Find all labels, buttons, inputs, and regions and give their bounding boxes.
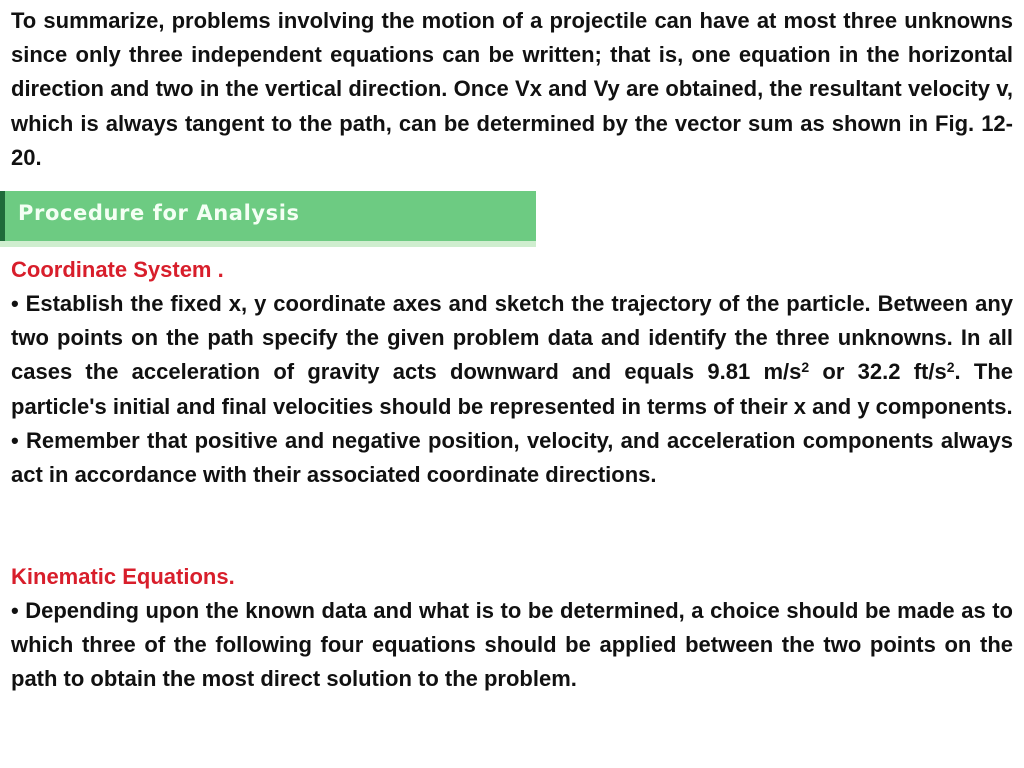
coordinate-bullet-1-text-b: or 32.2 ft/s <box>809 359 947 385</box>
banner-accent-bar <box>0 191 5 241</box>
coordinate-bullet-1 <box>11 287 1013 424</box>
kinematic-bullet-1: • Depending upon the known data and what is to be determined, a choice should be made as to which three of the following four equations should be applied between the two points on the path to obtain the most direct solution to the problem. <box>11 598 1013 692</box>
banner-title: Procedure for Analysis <box>18 201 300 225</box>
kinematic-equations-heading: Kinematic Equations. <box>11 564 235 589</box>
coordinate-bullet-2: • Remember that positive and negative position, velocity, and acceleration components always act in accordance with their associated coordinate directions. <box>11 427 1013 488</box>
coordinate-system-heading: Coordinate System . <box>11 257 224 282</box>
superscript-squared: 2 <box>801 359 810 376</box>
coordinate-system-body <box>11 287 1013 492</box>
intro-paragraph: To summarize, problems involving the motion of a projectile can have at most three unknowns since only three independent equations can be written; that is, one equation in the horizontal direction and two in the vertical direction. Once Vx and Vy are obtained, the resultant velocity v, which is always tangent to the path, can be determined by the vector sum as shown in Fig. 12-20. <box>11 8 1013 170</box>
coordinate-bullet-1-text-c: . The particle's initial and final velocities should be represented in terms of their x and y components. <box>11 359 1014 419</box>
coordinate-bullet-1-text-a: • Establish the fixed x, y coordinate axes and sketch the trajectory of the particle. Between any two points on the path specify the given problem data and identify the three unknowns. In all cases the acceleration of gravity acts downward and equals 9.81 m/s <box>11 291 1013 385</box>
procedure-banner <box>0 191 536 247</box>
superscript-squared: 2 <box>946 359 955 376</box>
